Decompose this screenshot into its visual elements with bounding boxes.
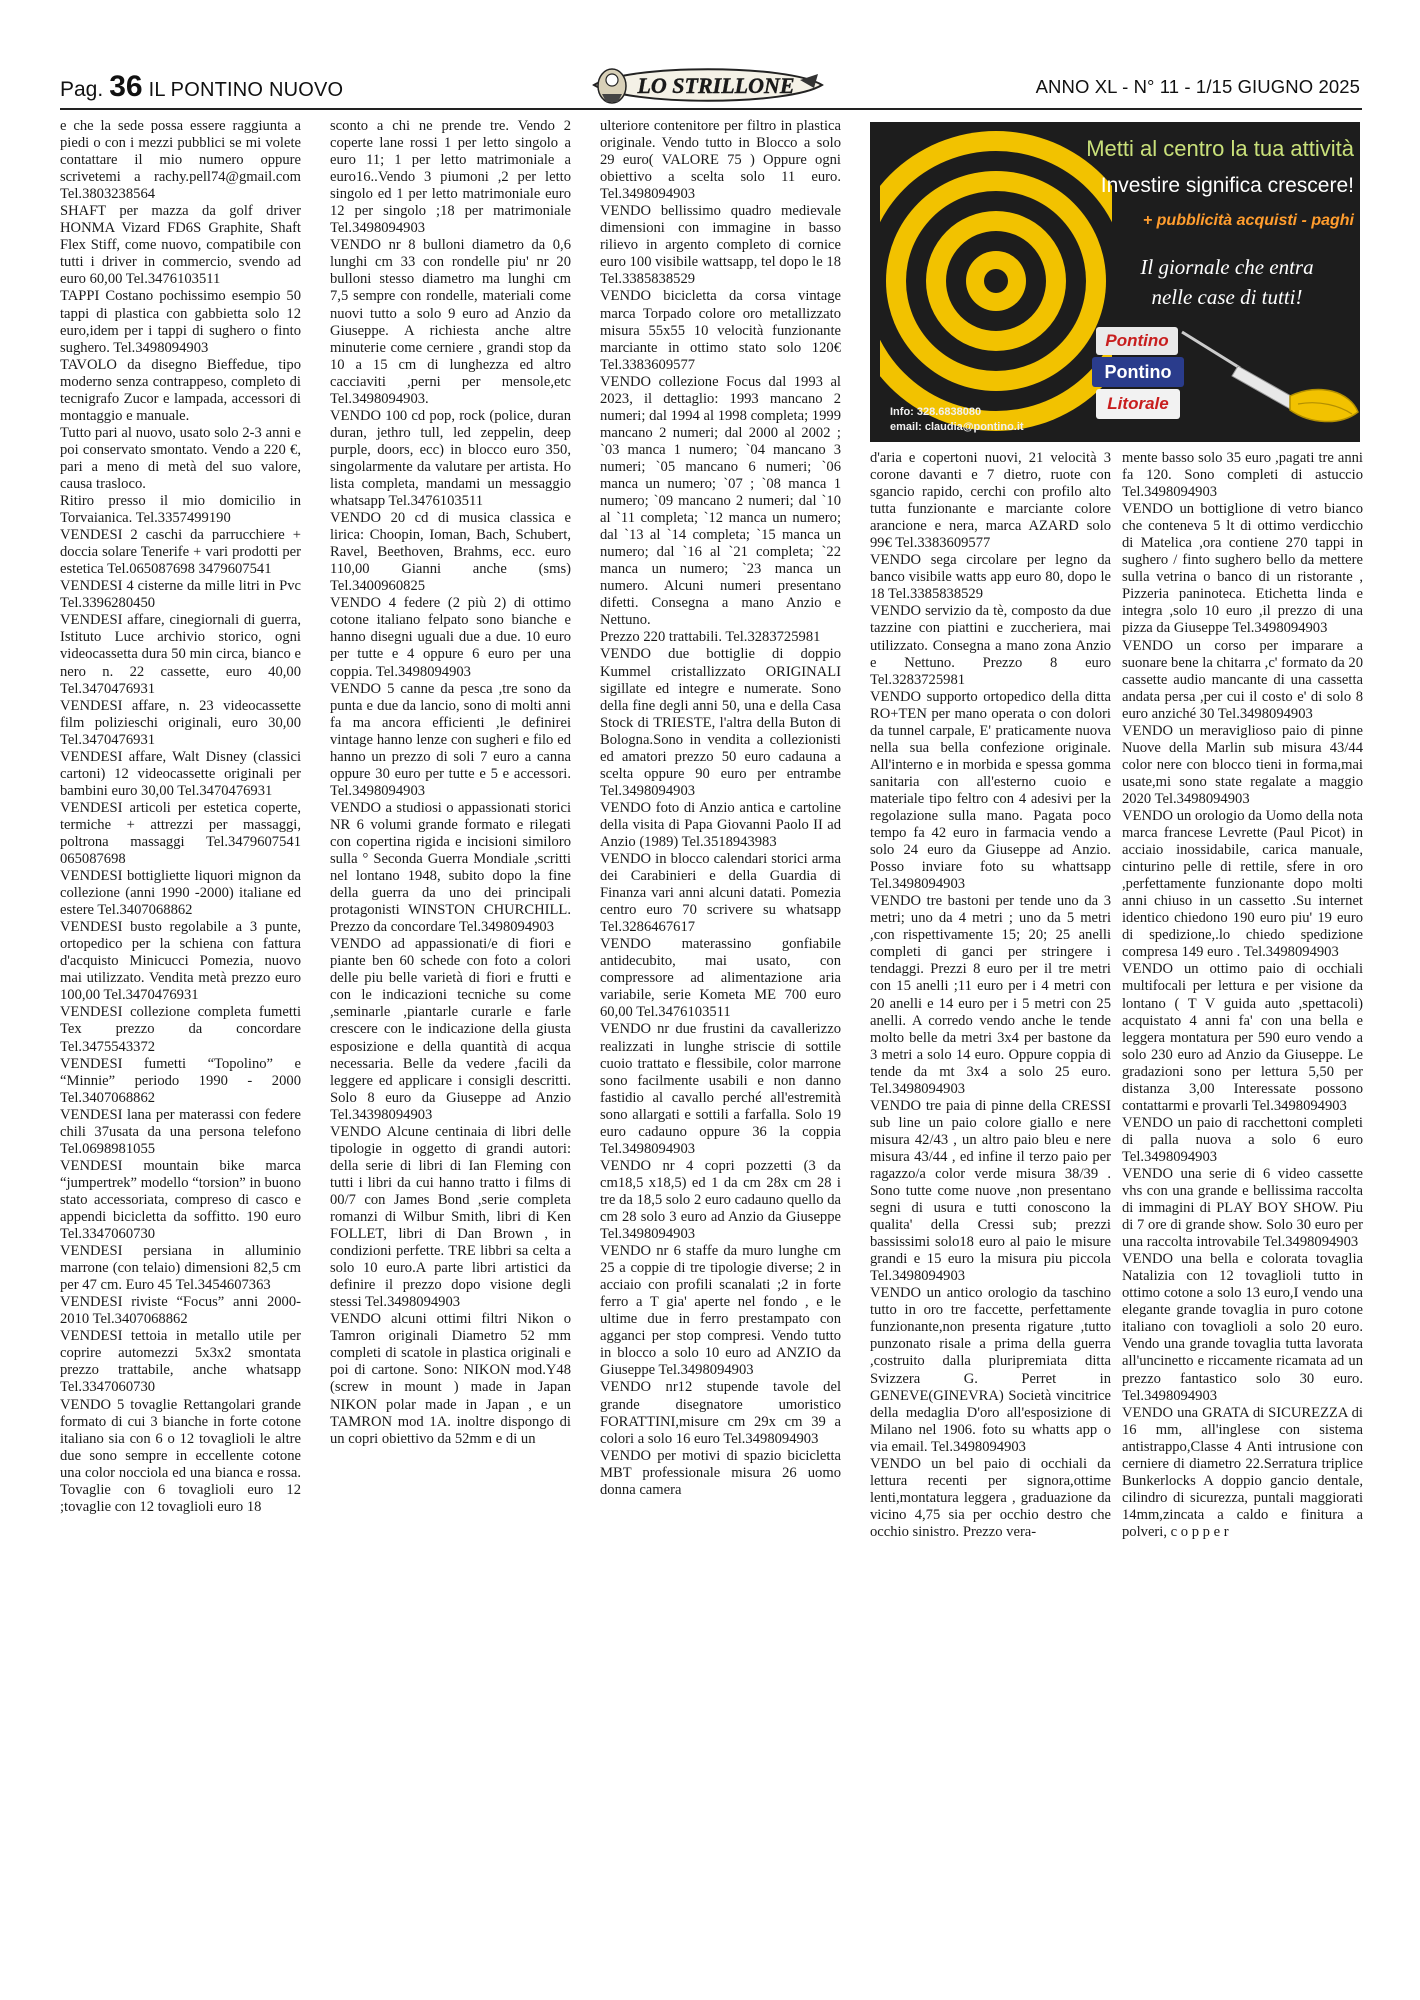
classified-ad: d'aria e copertoni nuovi, 21 velocità 3 corone davanti e 7 dietro, ruote con sgancio rapido, cerchi con profilo alto tutta funzionante e marciante colore arancione e nera, marca AZARD solo 99€ Tel.3383609577: [870, 450, 1111, 552]
ad-tagline: [1096, 252, 1358, 312]
classified-ad: VENDO un ottimo paio di occhiali multifocali per lettura e per visione da lontano ( T V guida auto ,spettacoli) acquistato 4 anni fa' con una bella e leggera montatura per 590 euro vendo a solo 230 euro ad Anzio da Giuseppe. Le gradazioni sono per lettura 5,50 per distanza 3,00 Interessate possono contattarmi e provarli Tel.3498094903: [1122, 961, 1363, 1114]
classified-ad: VENDESI fumetti “Topolino” e “Minnie” periodo 1990 - 2000 Tel.3407068862: [60, 1055, 301, 1106]
classified-ad: VENDO in blocco calendari storici arma dei Carabinieri e della Guardia di Finanza vari anni alcuni datati. Pomezia centro euro 70 scrivere su whatsapp Tel.3286467617: [600, 851, 841, 936]
classified-ad: VENDO nr 4 copri pozzetti (3 da cm18,5 x18,5) ed 1 da cm 28x cm 28 i tre da 18,5 solo 2 euro cadauno quello da cm 28 solo 3 euro ad Anzio da Giuseppe Tel.3498094903: [600, 1157, 841, 1243]
classified-ad: VENDESI mountain bike marca “jumpertrek” modello “torsion” in buono stato accessoriata, compreso di casco e appendi bicicletta da soffitto. 190 euro Tel.3347060730: [60, 1157, 301, 1243]
ad-logo-litorale: Litorale: [1096, 389, 1180, 419]
classified-ad: VENDESI 2 caschi da parrucchiere + doccia solare Tenerife + vari prodotti per estetica Tel.065087698 3479607541: [60, 527, 301, 578]
classified-ad: VENDO supporto ortopedico della ditta RO+TEN per mano operata o con dolori da tunnel carpale, E' praticamente nuova nella sua bella confezione originale. All'interno e in morbida e spessa gomma sanitaria con all'esterno cuoio e materiale tipo feltro con 4 adesivi per la regolazione sulla mano. Pagata poco tempo fa 42 euro in farmacia vendo a solo 24 euro da Giuseppe ad Anzio. Posso inviare foto su whattsapp Tel.3498094903: [870, 688, 1111, 893]
ad-tagline-line-2: nelle case di tutti!: [1151, 285, 1303, 309]
classified-ad: VENDO bicicletta da corsa vintage marca Torpado colore oro metallizzato misura 55x55 10 velocità funzionante marciante in ottimo stato solo 120€ Tel.3383609577: [600, 288, 841, 373]
classified-ad: Prezzo 220 trattabili. Tel.3283725981: [600, 629, 821, 646]
ad-tagline-line-1: Il giornale che entra: [1140, 255, 1314, 279]
column-3: [600, 118, 841, 1996]
classified-ad: VENDO 5 canne da pesca ,tre sono da punta e due da lancio, sono di molti anni fa ma ancora efficienti ,le definirei vintage hanno lenze con sugheri e filo ed hanno un prezzo di soli 7 euro a canna oppure 30 euro per tutte e 5 e accessori. Tel.3498094903: [330, 680, 571, 799]
classified-ad: VENDESI riviste “Focus” anni 2000-2010 Tel.3407068862: [60, 1294, 301, 1328]
classified-ad: TAVOLO da disegno Bieffedue, tipo moderno senza contrappeso, completo di tecnigrafo Zucor e lampada, accessori di montaggio e manuale.: [60, 356, 301, 424]
classified-ad: VENDO 20 cd di musica classica e lirica: Choopin, Ioman, Bach, Schubert, Ravel, Beethoven, Brahms, ecc. euro 110,00 Gianni anche (sms) Tel.3400960825: [330, 510, 571, 595]
dartboard-target-graphic: [880, 126, 1112, 436]
classified-ad: VENDO una serie di 6 video cassette vhs con una grande e bellissima raccolta di immagini di PLAY BOY SHOW. Piu di 7 ore di grande show. Solo 30 euro per una raccolta introvabile Tel.3498094903: [1122, 1165, 1363, 1251]
ad-subhead: Investire significa crescere!: [1100, 174, 1354, 197]
classified-ad: sconto a chi ne prende tre. Vendo 2 coperte lane rossi 1 per letto singolo a euro 11; 1 per letto matrimoniale a euro16..Vendo 3 piumoni ,2 per letto singolo ed 1 per letto matrimoniale euro 12 per singolo ;18 per matrimoniale Tel.3498094903: [330, 118, 571, 237]
classified-ad: VENDO 4 federe (2 più 2) di ottimo cotone italiano felpato sono bianche e hanno disegni uguali due a due. 10 euro per tutte e 4 oppure 6 euro per una coppia. Tel.3498094903: [330, 595, 571, 680]
classified-ad: VENDO per motivi di spazio bicicletta MBT professionale misura 26 uomo donna camera: [600, 1447, 841, 1498]
classified-ad: VENDO collezione Focus dal 1993 al 2023, il dettaglio: 1993 mancano 2 numeri; dal 1994 al 1998 completa; 1999 mancano 2 numeri; dal 2000 al 2002 ; `03 manca 1 numero; `04 mancano 3 numeri; `05 mancano 6 numeri; `06 manca un numero; `07 ; `08 manca 1 numero; `09 mancano 2 numeri; dal `10 al `11 completa; `12 manca un numero; dal `13 al `14 completa; `15 manca un numero; dal `16 al `21 completa; `22 manca un numero; `23 manca un numero. Alcuni numeri presentano difetti. Consegna a mano Anzio e Nettuno.: [600, 373, 841, 629]
ad-info-phone: Info: 328.6838080: [890, 406, 982, 418]
classified-ad: VENDO Alcune centinaia di libri delle tipologie in oggetto di grandi autori: della serie di libri di Ian Fleming con tutti i libri da cui hanno tratto i films di 00/7 con James Bond ,serie completa romanzi di Wilbur Smith, libri di Ken FOLLET, libri di Dan Brown , in condizioni perfette. TRE libbri sa celta a solo 10 euro.A parte libri artistici da definire il prezzo dopo visione degli stessi Tel.3498094903: [330, 1123, 571, 1311]
column-2: [330, 118, 571, 1996]
classified-ad: VENDO foto di Anzio antica e cartoline della visita di Papa Giovanni Paolo II ad Anzio (1989) Tel.3518943983: [600, 799, 841, 850]
classified-ad: VENDESI lana per materassi con federe chili 37usata da una persona telefono Tel.0698981055: [60, 1106, 301, 1157]
classified-ad: VENDO sega circolare per legno da banco visibile watts app euro 80, dopo le 18 Tel.3385838529: [870, 552, 1111, 603]
classified-ad: VENDO due bottiglie di doppio Kummel cristallizzato ORIGINALI sigillate ed integre e numerate. Sono della fine degli anni 50, una e della Casa Stock di TRIESTE, l'altra della Buton di Bologna.Sono in vendita a collezionisti ed amatori prezzo 50 euro cadauna a scelta oppure 90 euro per entrambe Tel.3498094903: [600, 646, 841, 799]
classified-ad: Tutto pari al nuovo, usato solo 2-3 anni e poi conservato smontato. Vendo a 220 €, pari a meno di metà del suo valore, causa trasloco.: [60, 424, 301, 492]
classified-ad: VENDO nr 6 staffe da muro lunghe cm 25 a coppie di tre tipologie diverse; 2 in acciaio con profili scanalati ;2 in forte ferro a T gia' aperte nel fondo , e le ultime due in ferro prestampato con agganci per stop compresi. Vendo tutto in blocco a solo 10 euro ad ANZIO da Giuseppe Tel.3498094903: [600, 1243, 841, 1379]
classified-ad: VENDO nr due frustini da cavallerizzo realizzati in lunghe striscie di sottile cuoio trattato e flessibile, color marrone sono facilmente usabili e non danno fastidio al cavallo perché all'estremità sono allargati e sottili a farfalla. Solo 19 euro cadauno oppure 36 la coppia Tel.3498094903: [600, 1021, 841, 1157]
classified-ad: VENDESI articoli per estetica coperte, termiche + attrezzi per massaggi, poltrona massaggi Tel.3479607541 065087698: [60, 799, 301, 868]
classified-ad: VENDO alcuni ottimi filtri Nikon o Tamron originali Diametro 52 mm completi di scatole in plastica originali e poi di cartone. Sono: NIKON mod.Y48 (screw in mount ) made in Japan NIKON polar made in Japan , e un TAMRON mod 1A. inoltre dispongo di un copri obiettivo da 52mm e di un: [330, 1311, 571, 1447]
ad-contact-info: [890, 405, 1024, 435]
advertisement-box: [870, 122, 1360, 442]
classified-ad: VENDO nr 8 bulloni diametro da 0,6 lunghi cm 33 con rondelle piu' nr 20 bulloni stesso diametro ma lunghi cm 7,5 sempre con rondelle, materiali come nuovi tutto a solo 9 euro ad Anzio da Giuseppe. A richiesta anche altre minuterie come cerniere , grandi stop da 10 a 15 cm di lunghezza ed altro cacciaviti ,perni per mensole,etc Tel.3498094903.: [330, 237, 571, 407]
newspaper-title: IL PONTINO NUOVO: [148, 79, 344, 101]
classified-ad: VENDESI affare, Walt Disney (classici cartoni) 12 videocassette originali per bambini euro 30,00 Tel.3470476931: [60, 748, 301, 799]
column-5: [1122, 450, 1363, 1996]
classified-ad: VENDO tre paia di pinne della CRESSI sub line un paio colore giallo e nere misura 42/43 , un altro paio bleu e nere misura 43/44 , ed infine il terzo paio per ragazzo/a color verde misura 38/39 . Sono tutte come nuove ,non presentano segni di usura e tutti conoscono la qualita' della Cressi sub; prezzi bassissimi solo18 euro al paio le misure grandi e 15 euro la misura piu piccola Tel.3498094903: [870, 1097, 1111, 1285]
classified-ad: mente basso solo 35 euro ,pagati tre anni fa 120. Sono completi di astuccio Tel.3498094903: [1122, 450, 1363, 501]
issue-info: ANNO XL - N° 11 - 1/15 GIUGNO 2025: [1035, 76, 1360, 97]
ad-headline: Metti al centro la tua attività: [1086, 136, 1354, 161]
classified-ad: SHAFT per mazza da golf driver HONMA Vizard FD6S Graphite, Shaft Flex Stiff, come nuovo, compatibile con tutti i driver in commercio, svendo ad euro 60,00 Tel.3476103511: [60, 203, 301, 288]
classified-ad: VENDO nr12 stupende tavole del grande disegnatore umoristico FORATTINI,misure cm 29x cm 39 a colori a solo 16 euro Tel.3498094903: [600, 1379, 841, 1447]
classified-ad: VENDESI affare, cinegiornali di guerra, Istituto Luce archivio storico, ogni videocassetta dura 50 min circa, bianco e nero n. 22 cassette, euro 40,00 Tel.3470476931: [60, 612, 301, 697]
classified-ad: VENDO un bel paio di occhiali da lettura recenti per signora,ottime lenti,montatura leggera , graduazione da vicino 4,75 sia per occhio destro che occhio sinistro. Prezzo vera-: [870, 1455, 1111, 1540]
classified-ad: ulteriore contenitore per filtro in plastica originale. Vendo tutto in Blocco a solo 29 euro( VALORE 75 ) Oppure ogni obiettivo a scelta solo 11 euro. Tel.3498094903: [600, 118, 841, 203]
page-label: Pag.: [60, 78, 104, 101]
classified-ad: VENDO tre bastoni per tende uno da 3 metri; uno da 4 metri ; uno da 5 metri ,con rispettivamente 15; 20; 25 anelli completi di ganci per stringere i tendaggi. Prezzi 8 euro per il tre metri con 15 anelli ;11 euro per i 4 metri con 20 anelli e 14 euro per i 5 metri con 25 anelli. A corredo vendo anche le tende molto belle da metri 3x4 per bastone da 3 metri a solo 14 euro. Oppure coppia di tende da mt 3x4 a solo 25 euro. Tel.3498094903: [870, 893, 1111, 1097]
classified-ad: VENDO una GRATA di SICUREZZA di 16 mm, all'inglese con sistema antistrappo,Classe 4 Anti intrusione con cerniere di diametro 22.Serratura triplice Bunkerlocks A doppio gancio dentale, cilindro di sicurezza, puntali maggiorati 14mm,zincata a caldo e finitura a polveri, c o p p e r: [1122, 1404, 1363, 1540]
logo-text: LO STRILLONE: [637, 73, 795, 98]
classified-ad: Ritiro presso il mio domicilio in Torvaianica. Tel.3357499190: [60, 493, 301, 527]
classified-ad: VENDO un antico orologio da taschino tutto in oro tre faccette, perfettamente funzionante,non presenta rigature ,tutto punzonato risale a prima della guerra ,costruito dalla pluripremiata ditta Svizzera G. Perret in GENEVE(GINEVRA) Società vincitrice della medaglia D'oro all'esposizione di Milano nel 1906. foto su whatts app o via email. Tel.3498094903: [870, 1285, 1111, 1455]
ad-newspaper-logos: [1096, 327, 1186, 427]
page-header-left: [60, 70, 343, 104]
column-1: [60, 118, 301, 1996]
classified-ad: VENDO ad appassionati/e di fiori e piante ben 60 schede con foto a colori delle piu belle varietà di fiori e frutti e con le indicazioni tecniche su come ,seminarle ,piantarle curarle e farle crescere con le indicazione della giusta esposizione e della quantità di acqua necessaria. Belle da vedere ,facili da leggere ed applicare i consigli descritti. Solo 8 euro da Giuseppe ad Anzio Tel.34398094903: [330, 936, 571, 1123]
classified-ad: VENDESI persiana in alluminio marrone (con telaio) dimensioni 82,5 cm per 47 cm. Euro 45 Tel.3454607363: [60, 1243, 301, 1294]
classified-ad: VENDO a studiosi o appassionati storici NR 6 volumi grande formato e rilegati con copertina rigida e incisioni similoro sulla ° Seconda Guerra Mondiale ,scritti nel lontano 1948, subito dopo la fine della guerra da uno dei principali protagonisti WINSTON CHURCHILL. Prezzo da concordare Tel.3498094903: [330, 799, 571, 936]
classified-ad: VENDESI affare, n. 23 videocassette film polizieschi originali, euro 30,00 Tel.3470476931: [60, 697, 301, 748]
classified-ad: e che la sede possa essere raggiunta a piedi o con i mezzi pubblici se mi volete contattare il mio numero oppure scrivetemi a rachy.pell74@gmail.com Tel.3803238564: [60, 118, 301, 203]
classified-ad: VENDESI busto regolabile a 3 punte, ortopedico per la schiena con fattura d'acquisto Minicucci Pomezia, nuovo mai utilizzato. Vendita metà prezzo euro 100,00 Tel.3470476931: [60, 919, 301, 1004]
classified-ad: VENDESI collezione completa fumetti Tex prezzo da concordare Tel.3475543372: [60, 1004, 301, 1055]
dart-icon: [1180, 322, 1360, 432]
header-rule: [60, 108, 1362, 110]
classified-ad: TAPPI Costano pochissimo esempio 50 tappi di plastica con gabbietta solo 12 euro,idem per i tappi di sughero o finto sughero. Tel.3498094903: [60, 288, 301, 356]
classified-ad: VENDESI bottigliette liquori mignon da collezione (anni 1990 -2000) italiane ed estere Tel.3407068862: [60, 868, 301, 919]
classified-ad: VENDO un meraviglioso paio di pinne Nuove della Marlin sub misura 43/44 color nere con blocco tieni in forma,mai usate,mi sono state regalate a maggio 2020 Tel.3498094903: [1122, 722, 1363, 807]
classified-ad: VENDESI tettoia in metallo utile per coprire automezzi 5x3x2 smontata prezzo trattabile, anche whatsapp Tel.3347060730: [60, 1328, 301, 1396]
ad-info-email: email: claudia@pontino.it: [890, 421, 1024, 433]
ad-promo: + pubblicità acquisti - paghi: [1142, 212, 1354, 229]
ad-logo-pontino-blue: Pontino: [1092, 357, 1184, 387]
page-number: 36: [109, 70, 143, 103]
ad-logo-pontino: Pontino: [1096, 327, 1178, 355]
classified-ad: VENDESI 4 cisterne da mille litri in Pvc Tel.3396280450: [60, 578, 301, 612]
lo-strillone-logo: [588, 62, 828, 108]
classified-ad: VENDO 100 cd pop, rock (police, duran duran, jethro tull, led zeppelin, deep purple, doors, ecc) in blocco euro 350, singolarmente da valutare per artista. Ho lista completa, mandami un messaggio whatsapp Tel.3476103511: [330, 407, 571, 510]
column-4: [870, 450, 1111, 1996]
classified-ad: VENDO un orologio da Uomo della nota marca francese Levrette (Paul Picot) in acciaio inossidabile, carica manuale, cinturino pelle di rettile, sfere in oro ,perfettamente funzionante dopo molti anni chiuso in un cassetto .Su internet identico chiedono 190 euro piu' 19 euro di spedizione,.lo chiedo spedizione compresa 149 euro . Tel.3498094903: [1122, 807, 1363, 961]
classified-ad: VENDO bellissimo quadro medievale dimensioni con immagine in basso rilievo in argento completo di cornice euro 100 visibile wattsapp, tel dopo le 18 Tel.3385838529: [600, 203, 841, 288]
classified-ad: VENDO un corso per imparare a suonare bene la chitarra ,c' formato da 20 cassette audio mancante di una cassetta andata persa ,per cui il costo e' di solo 8 euro anziché 30 Tel.3498094903: [1122, 637, 1363, 722]
classified-ad: VENDO una bella e colorata tovaglia Natalizia con 12 tovaglioli tutto in ottimo cotone a solo 13 euro,I vendo una elegante grande tovaglia in puro cotone italiano con tovaglioli a solo 20 euro. Vendo una grande tovaglia tutta lavorata all'uncinetto e riccamente ricamata ad un prezzo fantastico solo 30 euro. Tel.3498094903: [1122, 1251, 1363, 1404]
classified-ad: VENDO 5 tovaglie Rettangolari grande formato di cui 3 bianche in forte cotone italiano sia con 6 o 12 tovaglioli le altre due sono sempre in eccellente cotone una color nocciola ed una bianca e rossa. Tovaglie con 6 tovaglioli euro 12 ;tovaglie con 12 tovaglioli euro 18: [60, 1396, 301, 1515]
classified-ad: VENDO servizio da tè, composto da due tazzine con piattini e zuccheriera, mai utilizzato. Consegna a mano zona Anzio e Nettuno. Prezzo 8 euro Tel.3283725981: [870, 603, 1111, 688]
classified-ad: VENDO un bottiglione di vetro bianco che conteneva 5 lt di ottimo verdicchio di Matelica ,ora contiene 270 tappi in sughero / finto sughero bello da mettere sulla vetrina o banco di un ristorante , Pizzeria paninoteca. Etichetta linda e integra ,solo 10 euro ,il prezzo di una pizza da Giuseppe Tel.3498094903: [1122, 501, 1363, 637]
classified-ad: VENDO materassino gonfiabile antidecubito, mai usato, con compressore ad alimentazione aria variabile, serie Kometa ME 700 euro 60,00 Tel.3476103511: [600, 936, 841, 1021]
classified-ad: VENDO un paio di racchettoni completi di palla nuova a solo 6 euro Tel.3498094903: [1122, 1114, 1363, 1165]
